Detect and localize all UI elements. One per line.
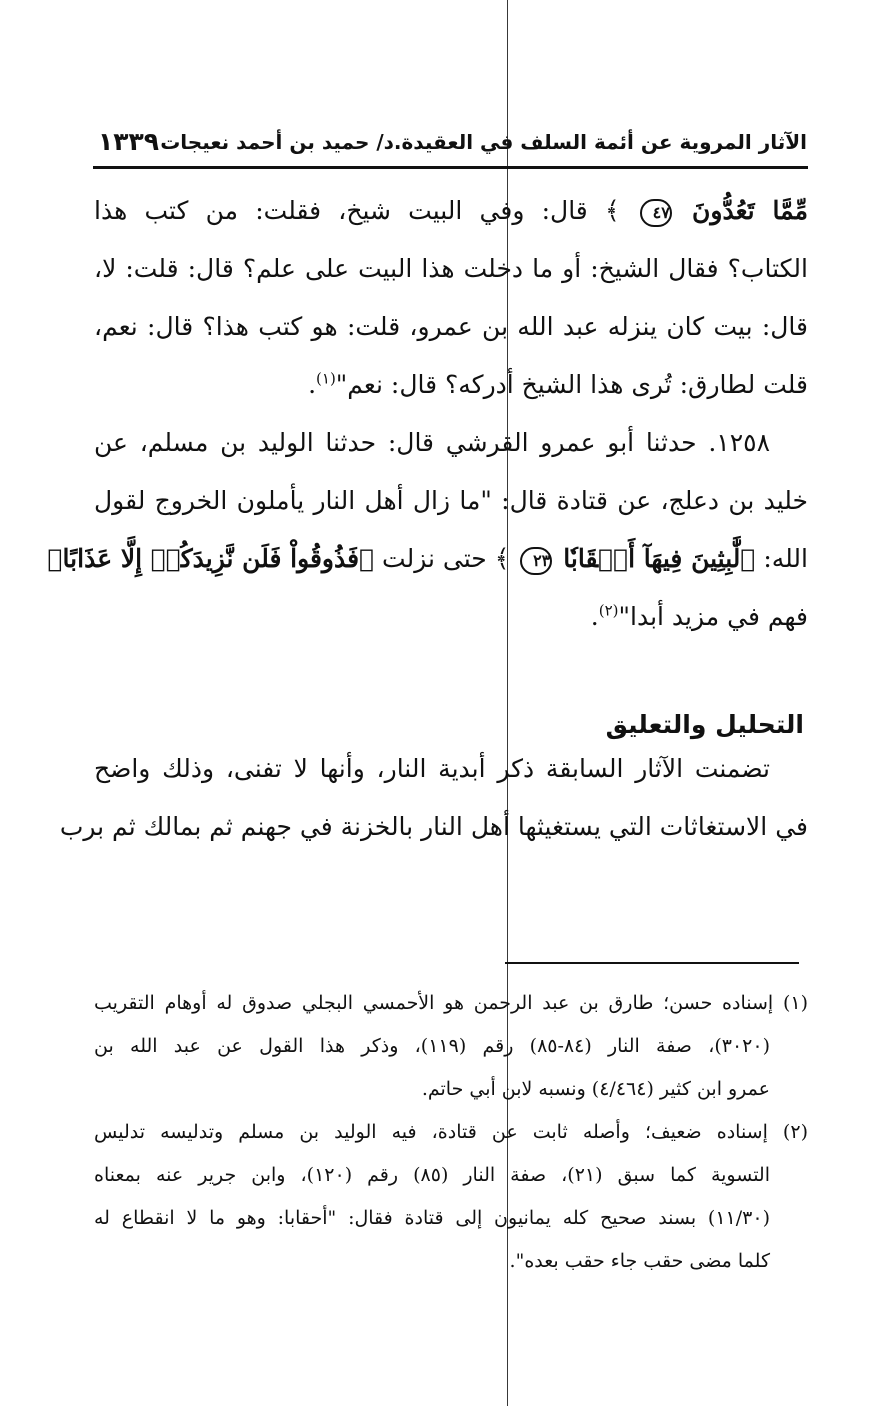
footnote-1-line-3: عمرو ابن كثير (٤/٤٦٤) ونسبه لابن أبي حاتم. [421, 1078, 770, 1100]
text-line-7-middle: ﴾ حتى نزلت [382, 544, 510, 573]
quran-verse-fragment: مِّمَّا تَعُدُّونَ [692, 196, 808, 225]
analysis-text [59, 740, 808, 856]
footnote-reference-2: (٢) [598, 601, 619, 620]
footnote-2-line-4: كلما مضى حقب جاء حقب بعده". [509, 1250, 770, 1272]
quran-verse-lithina: ﴿لَّٰبِثِينَ فِيهَآ أَحۡقَابٗا [563, 544, 756, 573]
text-line-2: الكتاب؟ فقال الشيخ: أو ما دخلت هذا البيت على علم؟ قال: قلت: لا، [94, 254, 808, 283]
footnote-2-line-3: (١١/٣٠) بسند صحيح كله يمانيون إلى قتادة فقال: "أحقابا: وهو ما لا انقطاع له [94, 1207, 770, 1229]
narration-text [47, 182, 808, 646]
text-line-7 [47, 530, 808, 588]
text-line-3: قال: بيت كان ينزله عبد الله بن عمرو، قلت: هو كتب هذا؟ قال: نعم، [94, 312, 808, 341]
running-header [92, 122, 807, 162]
footnote-2-line-1: (٢) إسناده ضعيف؛ وأصله ثابت عن قتادة، فيه الوليد بن مسلم وتدليسه تدليس [94, 1121, 808, 1143]
text-line-5: ١٢٥٨. حدثنا أبو عمرو القرشي قال: حدثنا الوليد بن مسلم، عن [94, 428, 770, 457]
footnote-separator [505, 962, 799, 964]
page-number: ١٣٣٩ [98, 127, 160, 156]
quran-verse-fadhuqu: ﴿فَذُوقُواْ فَلَن نَّزِيدَكُمۡ إِلَّا عَذَابًا﴾ [47, 544, 375, 573]
text-line-1 [94, 182, 808, 240]
text-line-6: خليد بن دعلج، عن قتادة قال: "ما زال أهل النار يأملون الخروج لقول [94, 486, 808, 515]
header-rule [93, 166, 808, 169]
sentence-end-mark: . [590, 602, 599, 631]
footnote-1-line-1: (١) إسناده حسن؛ طارق بن عبد الرحمن هو الأحمسي البجلي صدوق له أوهام التقريب [94, 992, 808, 1014]
ayah-number-marker: ٢٣ [520, 547, 552, 575]
text-line-8-content: فهم في مزيد أبدا" [618, 602, 808, 631]
text-line-7-start: الله: [763, 544, 808, 573]
text-line-4-content: قلت لطارق: تُرى هذا الشيخ أدركه؟ قال: نعم" [335, 370, 808, 399]
sentence-end-mark: . [308, 370, 317, 399]
analysis-line-1: تضمنت الآثار السابقة ذكر أبدية النار، وأنها لا تفنى، وذلك واضح [94, 754, 770, 783]
ayah-number-marker: ٤٧ [640, 199, 672, 227]
footnotes [94, 982, 808, 1283]
running-header-title: الآثار المروية عن أئمة السلف في العقيدة.د/ حميد بن أحمد نعيجات [160, 130, 807, 154]
text-line-1-continuation: ﴾ قال: وفي البيت شيخ، فقلت: من كتب هذا [94, 196, 620, 225]
footnote-reference-1: (١) [316, 369, 336, 388]
analysis-line-2: في الاستغاثات التي يستغيثها أهل النار بالخزنة في جهنم ثم بمالك ثم برب [59, 812, 808, 841]
footnote-2-line-2: التسوية كما سبق (٢١)، صفة النار (٨٥) رقم (١٢٠)، وابن جرير عنه بمعناه [94, 1164, 771, 1186]
text-line-4 [94, 356, 808, 414]
text-line-8 [94, 588, 808, 646]
section-heading: التحليل والتعليق [605, 709, 804, 739]
footnote-1-line-2: (٣٠٢٠)، صفة النار (٨٤-٨٥) رقم (١١٩)، وذكر هذا القول عن عبد الله بن [94, 1035, 770, 1057]
